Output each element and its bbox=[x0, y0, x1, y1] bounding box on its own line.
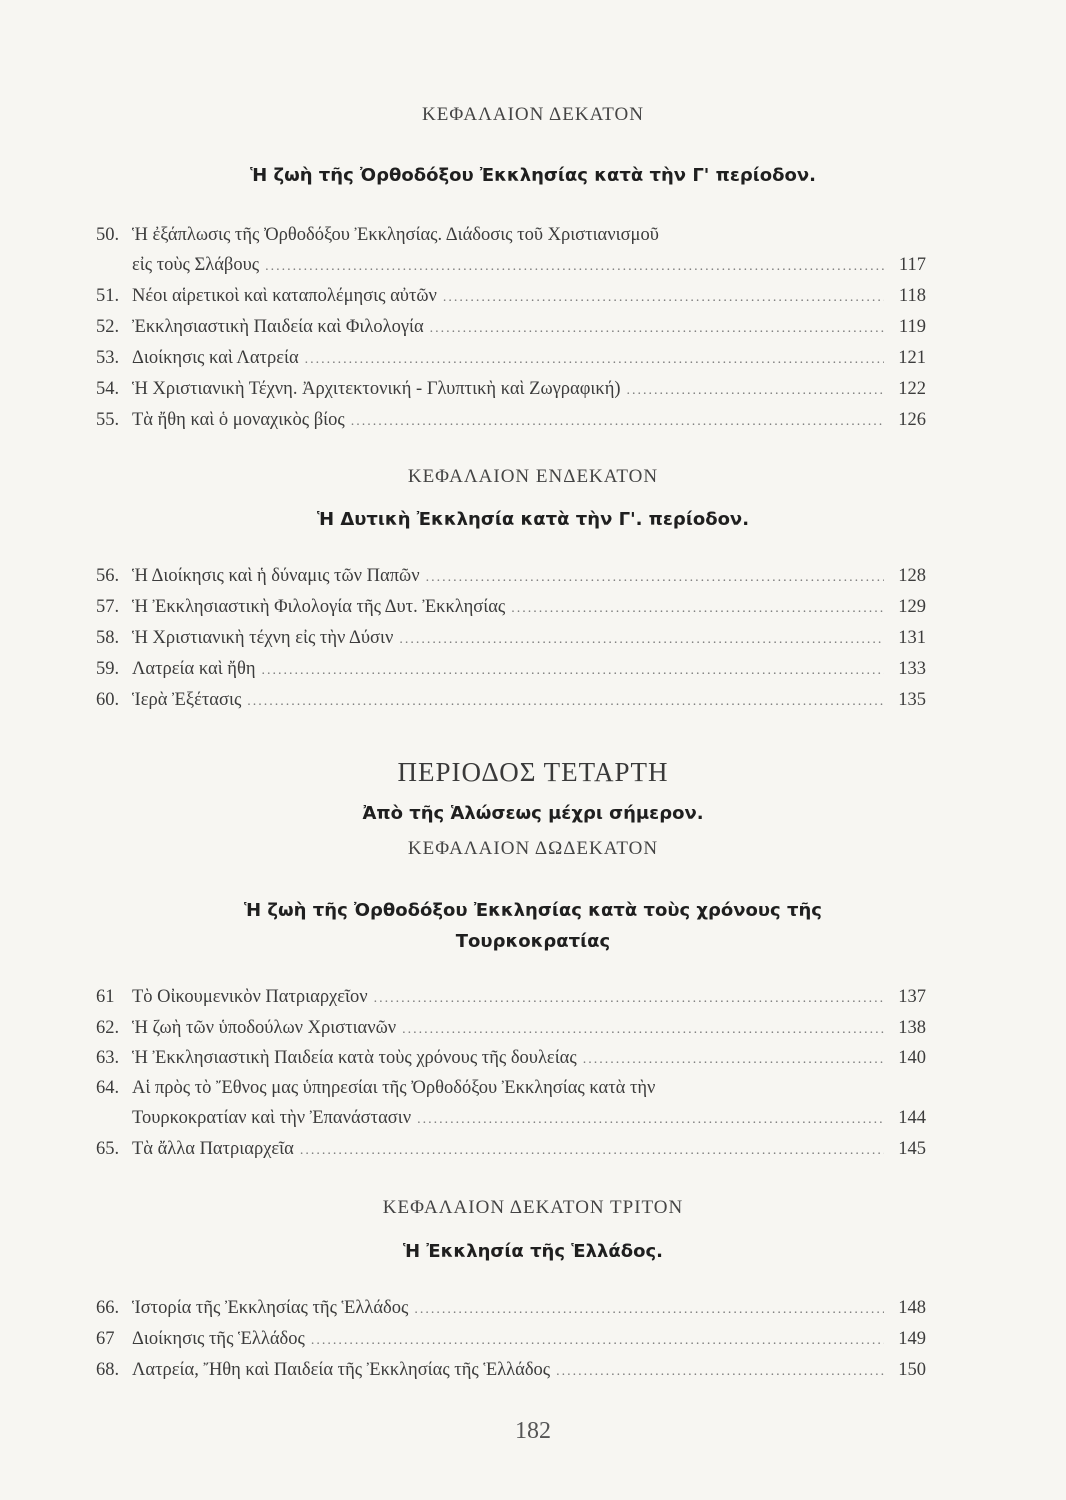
entry-number: 54. bbox=[96, 379, 120, 399]
entry-page: 128 bbox=[898, 566, 926, 586]
entry-title: Ἡ Ἐκκλησιαστικὴ Φιλολογία τῆς Δυτ. Ἐκκλησίας bbox=[132, 597, 506, 617]
leader-dots bbox=[583, 1052, 884, 1068]
chapter-11-heading: ΚΕΦΑΛΑΙΟΝ ΕΝΔΕΚΑΤΟΝ bbox=[407, 466, 659, 487]
entry-title: Ἱστορία τῆς Ἐκκλησίας τῆς Ἑλλάδος bbox=[132, 1298, 409, 1318]
leader-dots bbox=[305, 352, 884, 368]
toc-entry-53 bbox=[96, 348, 926, 376]
entry-number: 58. bbox=[96, 628, 120, 648]
leader-dots bbox=[556, 1364, 884, 1380]
entry-title: Ἡ ἐξάπλωσις τῆς Ὀρθοδόξου Ἐκκλησίας. Διάδοσις τοῦ Χριστιανισμοῦ bbox=[132, 225, 659, 245]
chapter-12-subtitle: Ἡ ζωὴ τῆς Ὀρθοδόξου Ἐκκλησίας κατὰ τοὺς χρόνους τῆς bbox=[244, 900, 822, 921]
entry-title: Αἱ πρὸς τὸ Ἔθνος μας ὑπηρεσίαι τῆς Ὀρθοδόξου Ἐκκλησίας κατὰ τὴν bbox=[132, 1078, 656, 1098]
entry-title: Διοίκησις τῆς Ἑλλάδος bbox=[132, 1329, 305, 1349]
entry-number: 50. bbox=[96, 225, 120, 245]
entry-title-continued: εἰς τοὺς Σλάβους bbox=[132, 255, 260, 275]
leader-dots bbox=[311, 1333, 884, 1349]
entry-page: 129 bbox=[898, 597, 926, 617]
entry-page: 148 bbox=[898, 1298, 926, 1318]
entry-page: 126 bbox=[898, 410, 926, 430]
leader-dots bbox=[426, 570, 884, 586]
toc-entry-51 bbox=[96, 286, 926, 314]
leader-dots bbox=[351, 414, 884, 430]
entry-page: 118 bbox=[898, 286, 926, 306]
entry-number: 61 bbox=[96, 987, 115, 1007]
toc-entry-59 bbox=[96, 659, 926, 687]
toc-entry-62 bbox=[96, 1018, 926, 1046]
chapter-12-subtitle-line2: Τουρκοκρατίας bbox=[455, 931, 611, 952]
toc-entry-65 bbox=[96, 1139, 926, 1167]
entry-page: 133 bbox=[898, 659, 926, 679]
chapter-11-subtitle: Ἡ Δυτικὴ Ἐκκλησία κατὰ τὴν Γ'. περίοδον. bbox=[316, 509, 750, 530]
chapter-10-subtitle: Ἡ ζωὴ τῆς Ὀρθοδόξου Ἐκκλησίας κατὰ τὴν Γ' περίοδον. bbox=[250, 165, 816, 186]
entry-page: 150 bbox=[898, 1360, 926, 1380]
toc-entry-52 bbox=[96, 317, 926, 345]
toc-entry-55 bbox=[96, 410, 926, 438]
entry-title: Τὰ ἤθη καὶ ὁ μοναχικὸς βίος bbox=[132, 410, 345, 430]
entry-number: 60. bbox=[96, 690, 120, 710]
entry-number: 67 bbox=[96, 1329, 115, 1349]
toc-entry-68 bbox=[96, 1360, 926, 1388]
entry-title: Ἡ Διοίκησις καὶ ἡ δύναμις τῶν Παπῶν bbox=[132, 566, 420, 586]
entry-title-continued: Τουρκοκρατίαν καὶ τὴν Ἐπανάστασιν bbox=[132, 1108, 412, 1128]
leader-dots bbox=[399, 632, 884, 648]
entry-title: Λατρεία, Ἤθη καὶ Παιδεία τῆς Ἐκκλησίας τῆς Ἑλλάδος bbox=[132, 1360, 551, 1380]
entry-title: Ἐκκλησιαστικὴ Παιδεία καὶ Φιλολογία bbox=[132, 317, 424, 337]
leader-dots bbox=[300, 1143, 884, 1159]
leader-dots bbox=[627, 383, 884, 399]
chapter-12-heading: ΚΕΦΑΛΑΙΟΝ ΔΩΔΕΚΑΤΟΝ bbox=[407, 838, 659, 859]
entry-number: 59. bbox=[96, 659, 120, 679]
entry-page: 135 bbox=[898, 690, 926, 710]
entry-number: 68. bbox=[96, 1360, 120, 1380]
page-number: 182 bbox=[515, 1418, 551, 1444]
toc-entry-63 bbox=[96, 1048, 926, 1076]
entry-page: 144 bbox=[898, 1108, 926, 1128]
leader-dots bbox=[443, 290, 884, 306]
toc-entry-66 bbox=[96, 1298, 926, 1326]
leader-dots bbox=[430, 321, 884, 337]
toc-entry-67 bbox=[96, 1329, 926, 1357]
leader-dots bbox=[265, 259, 884, 275]
entry-title: Λατρεία καὶ ἤθη bbox=[132, 659, 256, 679]
entry-page: 149 bbox=[898, 1329, 926, 1349]
entry-title: Ἡ Χριστιανικὴ τέχνη εἰς τὴν Δύσιν bbox=[132, 628, 394, 648]
toc-entry-64-cont bbox=[96, 1108, 926, 1136]
entry-title: Διοίκησις καὶ Λατρεία bbox=[132, 348, 299, 368]
entry-title: Ἡ ζωὴ τῶν ὑποδούλων Χριστιανῶν bbox=[132, 1018, 397, 1038]
entry-page: 145 bbox=[898, 1139, 926, 1159]
entry-page: 121 bbox=[898, 348, 926, 368]
entry-number: 56. bbox=[96, 566, 120, 586]
toc-entry-58 bbox=[96, 628, 926, 656]
toc-entry-61 bbox=[96, 987, 926, 1015]
entry-page: 137 bbox=[898, 987, 926, 1007]
leader-dots bbox=[374, 991, 884, 1007]
entry-number: 63. bbox=[96, 1048, 120, 1068]
toc-entry-60 bbox=[96, 690, 926, 718]
chapter-13-subtitle: Ἡ Ἐκκλησία τῆς Ἑλλάδος. bbox=[402, 1241, 663, 1262]
entry-page: 119 bbox=[898, 317, 926, 337]
toc-entry-57 bbox=[96, 597, 926, 625]
leader-dots bbox=[402, 1022, 884, 1038]
entry-page: 122 bbox=[898, 379, 926, 399]
entry-title: Ἡ Χριστιανικὴ Τέχνη. Ἀρχιτεκτονική - Γλυπτικὴ καὶ Ζωγραφική) bbox=[132, 379, 621, 399]
leader-dots bbox=[414, 1302, 884, 1318]
toc-entry-56 bbox=[96, 566, 926, 594]
entry-title: Ἡ Ἐκκλησιαστικὴ Παιδεία κατὰ τοὺς χρόνους τῆς δουλείας bbox=[132, 1048, 577, 1068]
entry-number: 55. bbox=[96, 410, 120, 430]
entry-number: 66. bbox=[96, 1298, 120, 1318]
toc-entry-54 bbox=[96, 379, 926, 407]
entry-number: 52. bbox=[96, 317, 120, 337]
entry-number: 51. bbox=[96, 286, 120, 306]
period-4-heading: ΠΕΡΙΟΔΟΣ ΤΕΤΑΡΤΗ bbox=[397, 757, 669, 787]
leader-dots bbox=[262, 663, 884, 679]
entry-page: 117 bbox=[898, 255, 926, 275]
leader-dots bbox=[511, 601, 884, 617]
entry-number: 65. bbox=[96, 1139, 120, 1159]
toc-entry-50-cont bbox=[96, 255, 926, 283]
chapter-10-heading: ΚΕΦΑΛΑΙΟΝ ΔΕΚΑΤΟΝ bbox=[422, 104, 644, 125]
entry-page: 140 bbox=[898, 1048, 926, 1068]
entry-title: Τὸ Οἰκουμενικὸν Πατριαρχεῖον bbox=[132, 987, 368, 1007]
period-4-subtitle: Ἀπὸ τῆς Ἁλώσεως μέχρι σήμερον. bbox=[362, 803, 704, 824]
entry-number: 57. bbox=[96, 597, 120, 617]
toc-entry-50 bbox=[96, 225, 926, 253]
entry-number: 64. bbox=[96, 1078, 120, 1098]
entry-page: 131 bbox=[898, 628, 926, 648]
entry-title: Νέοι αἱρετικοὶ καὶ καταπολέμησις αὐτῶν bbox=[132, 286, 437, 306]
entry-page: 138 bbox=[898, 1018, 926, 1038]
leader-dots bbox=[417, 1112, 884, 1128]
entry-number: 62. bbox=[96, 1018, 120, 1038]
leader-dots bbox=[247, 694, 884, 710]
chapter-13-heading: ΚΕΦΑΛΑΙΟΝ ΔΕΚΑΤΟΝ ΤΡΙΤΟΝ bbox=[382, 1197, 684, 1218]
entry-title: Τὰ ἄλλα Πατριαρχεῖα bbox=[132, 1139, 294, 1159]
toc-entry-64 bbox=[96, 1078, 926, 1106]
entry-number: 53. bbox=[96, 348, 120, 368]
entry-title: Ἱερὰ Ἐξέτασις bbox=[132, 690, 242, 710]
